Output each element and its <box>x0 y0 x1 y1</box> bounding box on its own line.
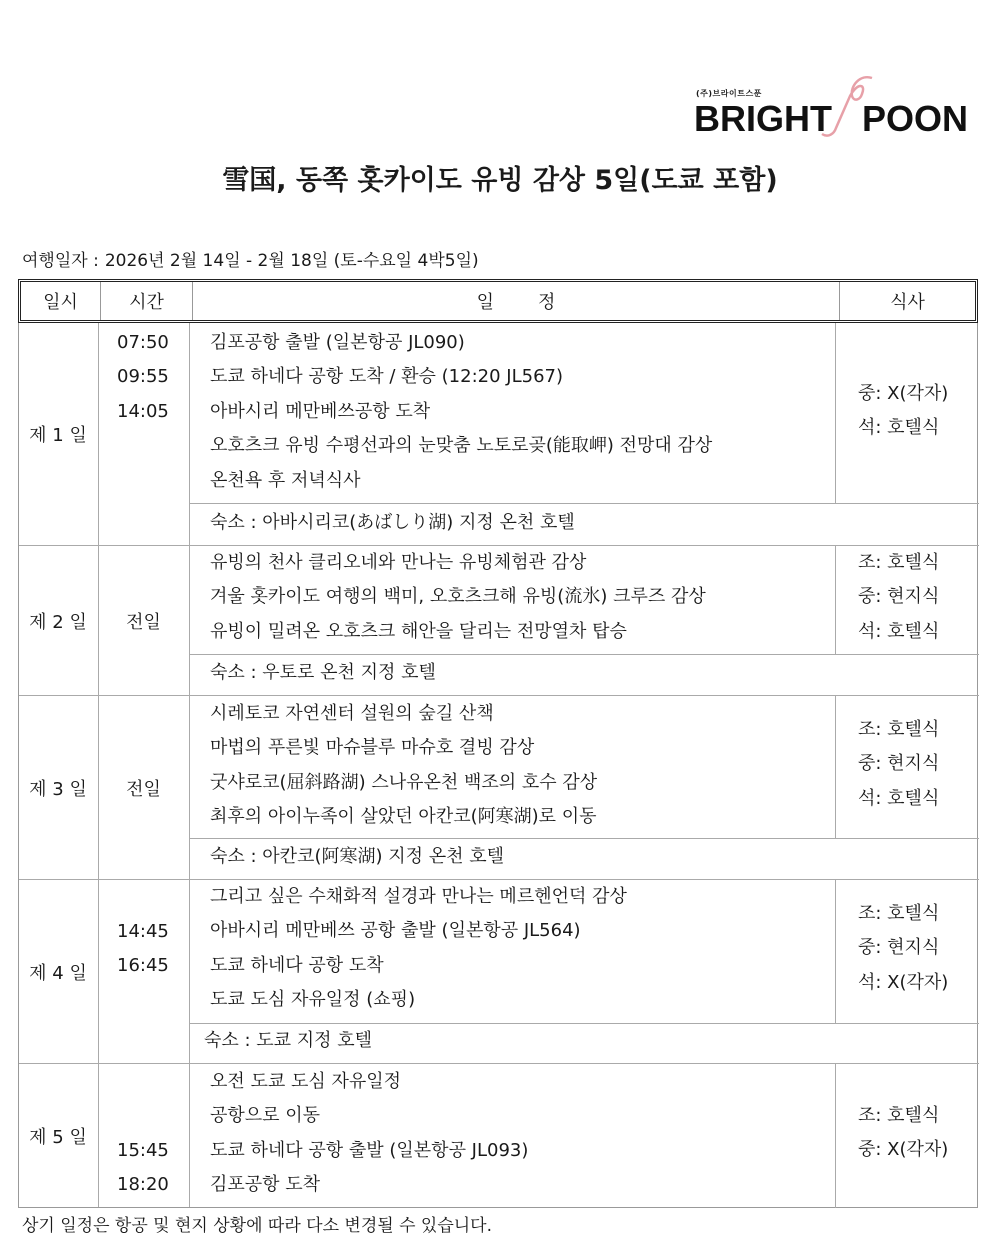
meal-item: 중: 현지식 <box>858 937 940 959</box>
time-value: 14:45 <box>117 921 169 942</box>
time-value: 14:05 <box>117 400 169 422</box>
schedule-item: 겨울 홋카이도 여행의 백미, 오호츠크해 유빙(流氷) 크루즈 감상 <box>210 586 706 608</box>
time-list <box>117 915 169 984</box>
schedule-item: 아바시리 메만베쓰공항 도착 <box>210 400 431 422</box>
meal-item: 조: 호텔식 <box>858 719 940 740</box>
schedule-list <box>210 697 597 835</box>
time-list <box>117 326 169 429</box>
schedule-list <box>210 1065 528 1203</box>
meal-item: 중: X(각자) <box>858 1139 949 1161</box>
schedule-item: 오전 도쿄 도심 자유일정 <box>210 1071 402 1092</box>
schedule-list <box>210 326 712 498</box>
logo-wordmark: BRIGHT POON <box>694 98 969 139</box>
meal-item: 석: 호텔식 <box>858 417 940 439</box>
time-value: 15:45 <box>117 1140 169 1161</box>
meal-item: 석: X(각자) <box>858 971 949 993</box>
day-label: 제 1 일 <box>29 425 87 446</box>
schedule-item: 오호츠크 유빙 수평선과의 눈맞춤 노토로곶(能取岬) 전망대 감상 <box>210 435 713 457</box>
meal-item: 조: 호텔식 <box>858 903 940 924</box>
hotel-info: 숙소 : 아칸코(阿寒湖) 지정 온천 호텔 <box>210 846 504 867</box>
meal-item: 조: 호텔식 <box>858 552 940 573</box>
schedule-item: 굿샤로코(屈斜路湖) 스나유온천 백조의 호수 감상 <box>210 771 598 793</box>
logo-company-name: (주)브라이트스푼 <box>696 89 762 98</box>
header-time: 시간 <box>101 282 193 320</box>
schedule-item: 도쿄 하네다 공항 도착 / 환승 (12:20 JL567) <box>210 366 563 388</box>
time-value: 16:45 <box>117 955 169 977</box>
schedule-item: 시레토코 자연센터 설원의 숲길 산책 <box>210 703 494 724</box>
table-header <box>18 279 978 323</box>
time-value: 18:20 <box>117 1174 169 1196</box>
time-value: 07:50 <box>117 332 169 353</box>
hotel-info: 숙소 : 도쿄 지정 호텔 <box>204 1030 373 1051</box>
day-label: 제 5 일 <box>29 1127 87 1148</box>
header-day: 일시 <box>21 282 101 320</box>
meal-item: 석: 호텔식 <box>858 620 940 642</box>
schedule-item: 온천욕 후 저녁식사 <box>210 469 361 491</box>
schedule-item: 유빙이 밀려온 오호츠크 해안을 달리는 전망열차 탑승 <box>210 620 627 642</box>
schedule-item: 도쿄 도심 자유일정 (쇼핑) <box>210 989 416 1011</box>
travel-period <box>22 246 485 271</box>
schedule-item: 마법의 푸른빛 마슈블루 마슈호 결빙 감상 <box>210 737 535 759</box>
schedule-item: 아바시리 메만베쓰 공항 출발 (일본항공 JL564) <box>210 920 581 942</box>
header-schedule: 일 정 <box>193 282 840 320</box>
meal-list <box>858 897 948 1000</box>
meal-item: 중: 현지식 <box>858 586 940 608</box>
day-label: 제 3 일 <box>29 779 87 800</box>
day-label: 제 4 일 <box>29 963 87 984</box>
time-value: 전일 <box>126 612 161 633</box>
time-value: 전일 <box>126 779 161 800</box>
schedule-item: 도쿄 하네다 공항 출발 (일본항공 JL093) <box>210 1139 529 1161</box>
meal-list <box>858 1099 948 1168</box>
brand-logo <box>694 72 969 142</box>
schedule-item: 김포공항 출발 (일본항공 JL090) <box>210 332 465 353</box>
travel-period-value: 2026년 2월 14일 - 2월 18일 (토-수요일 4박5일) <box>104 251 479 271</box>
schedule-list <box>210 546 706 649</box>
footer-note: 상기 일정은 항공 및 현지 상황에 따라 다소 변경될 수 있습니다. <box>22 1216 492 1236</box>
schedule-item: 도쿄 하네다 공항 도착 <box>210 954 384 976</box>
hotel-info: 숙소 : 우토로 온천 지정 호텔 <box>210 662 436 683</box>
meal-item: 조: 호텔식 <box>858 1105 940 1126</box>
meal-list <box>858 546 939 649</box>
meal-item: 중: X(각자) <box>858 383 949 404</box>
schedule-item: 그리고 싶은 수채화적 설경과 만나는 메르헨언덕 감상 <box>210 886 627 907</box>
time-value: 09:55 <box>117 366 169 388</box>
meal-list <box>858 377 948 446</box>
hotel-info: 숙소 : 아바시리코(あばしり湖) 지정 온천 호텔 <box>210 512 575 533</box>
header-meal: 식사 <box>890 292 925 313</box>
time-list <box>117 1134 169 1203</box>
travel-period-label: 여행일자 : <box>22 251 99 271</box>
day-label: 제 2 일 <box>29 612 87 633</box>
schedule-item: 유빙의 천사 클리오네와 만나는 유빙체험관 감상 <box>210 552 587 573</box>
schedule-item: 최후의 아이누족이 살았던 아칸코(阿寒湖)로 이동 <box>210 806 597 828</box>
schedule-item: 김포공항 도착 <box>210 1174 321 1196</box>
meal-item: 석: 호텔식 <box>858 787 940 809</box>
meal-item: 중: 현지식 <box>858 753 940 775</box>
meal-list <box>858 713 939 816</box>
schedule-list <box>210 880 627 1018</box>
schedule-item: 공항으로 이동 <box>210 1105 321 1127</box>
page-title: 雪国, 동쪽 홋카이도 유빙 감상 5일(도쿄 포함) <box>222 165 778 196</box>
